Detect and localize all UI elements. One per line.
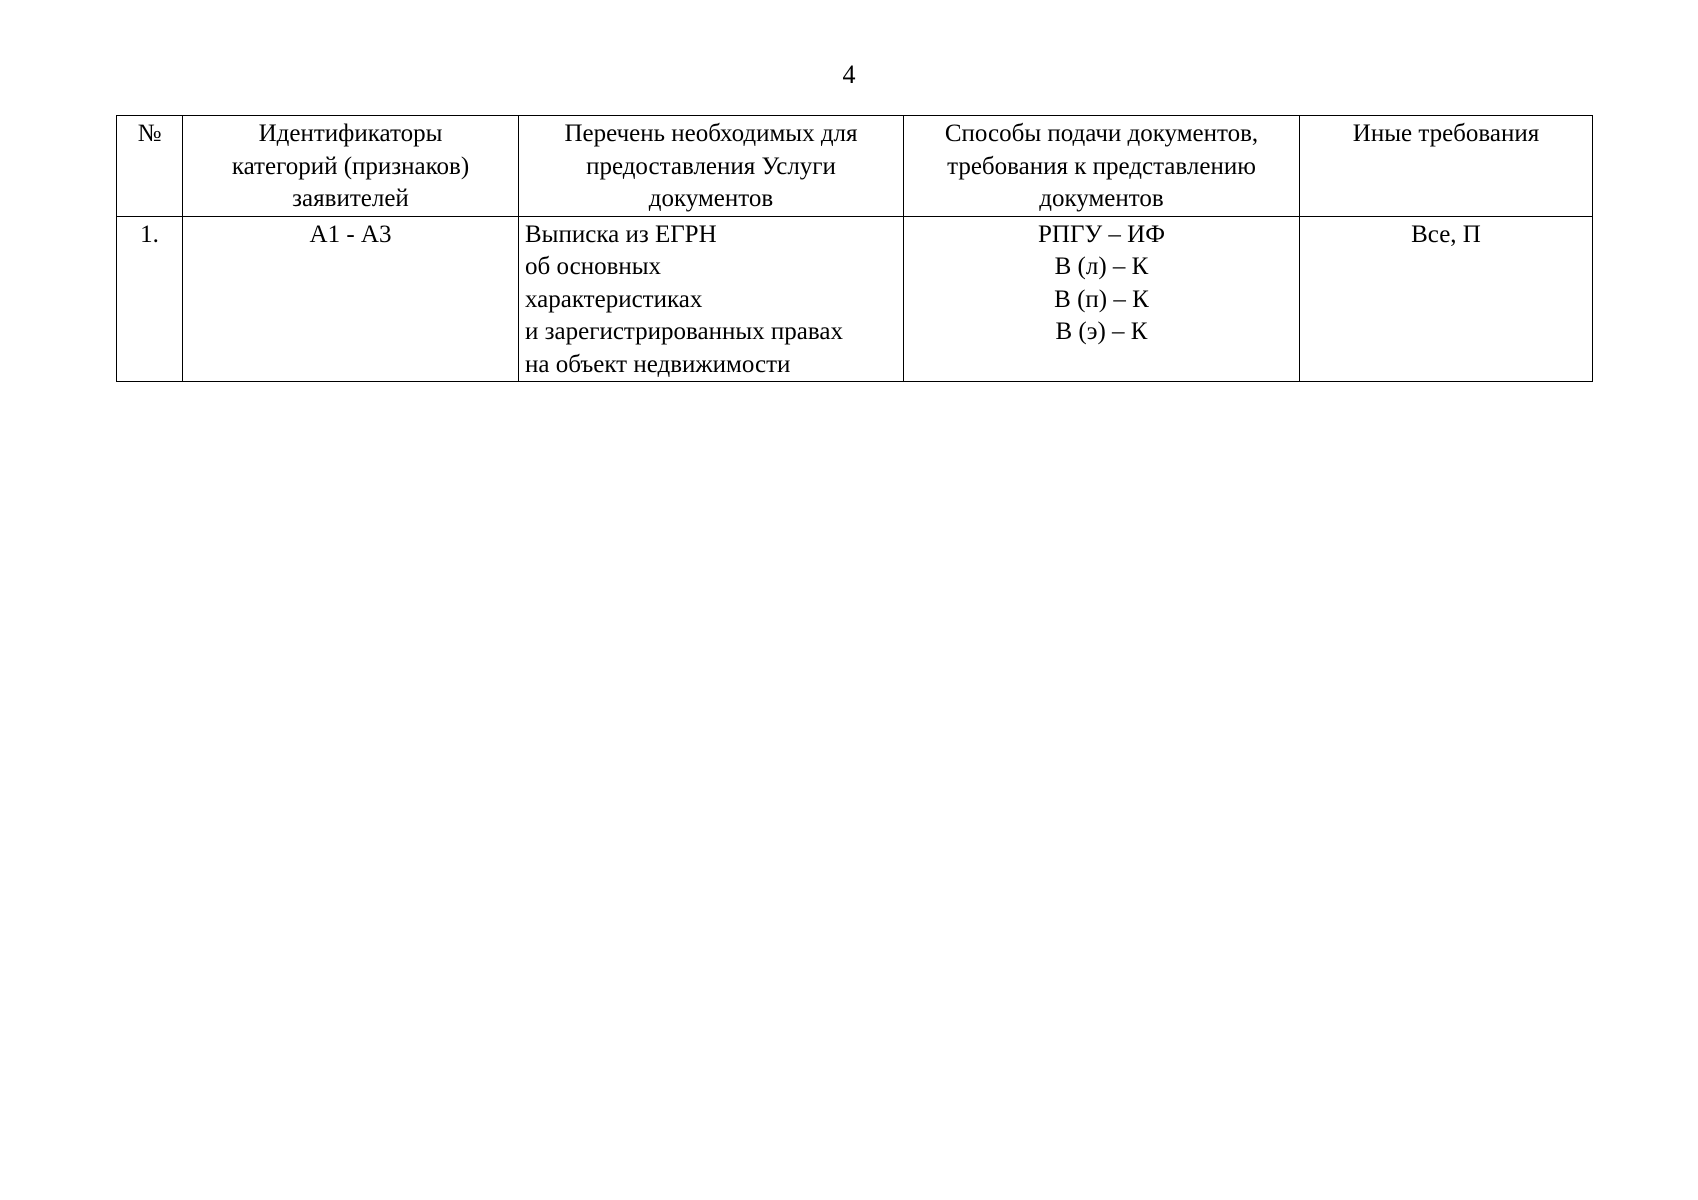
header-required-documents [519,116,904,217]
row-number-cell: 1. [117,216,183,382]
method-line: В (э) – К [1055,318,1148,345]
header-line: Перечень необходимых для [564,120,858,147]
header-line: категорий (признаков) [231,152,470,180]
header-line: Идентификаторы [258,120,443,147]
header-other-requirements: Иные требования [1300,116,1593,217]
header-applicant-identifiers [183,116,519,217]
row-identifiers-cell: А1 - А3 [183,216,519,382]
method-line: В (л) – К [1054,253,1149,280]
header-submission-methods [904,116,1300,217]
page-number: 4 [842,60,856,89]
requirements-table [116,115,1593,382]
row-documents-cell [519,216,904,382]
method-line: В (п) – К [1054,285,1149,313]
row-methods-cell [904,216,1300,382]
document-line: на объект недвижимости [525,350,791,378]
header-line: требования к представлению [947,152,1256,180]
method-line: РПГУ – ИФ [1038,220,1165,248]
row-other-cell: Все, П [1300,216,1593,382]
table-header-row [117,116,1593,217]
document-line: Выписка из ЕГРН [525,220,717,248]
header-line: документов [1039,185,1164,212]
header-number: № [117,116,183,217]
header-line: Способы подачи документов, [944,120,1259,147]
table-row [117,216,1593,382]
header-line: заявителей [292,185,409,212]
document-line: и зарегистрированных правах [525,318,843,345]
header-line: документов [648,185,774,212]
header-line: предоставления Услуги [586,152,836,180]
document-line: характеристиках [525,285,703,313]
document-line: об основных [525,253,662,280]
